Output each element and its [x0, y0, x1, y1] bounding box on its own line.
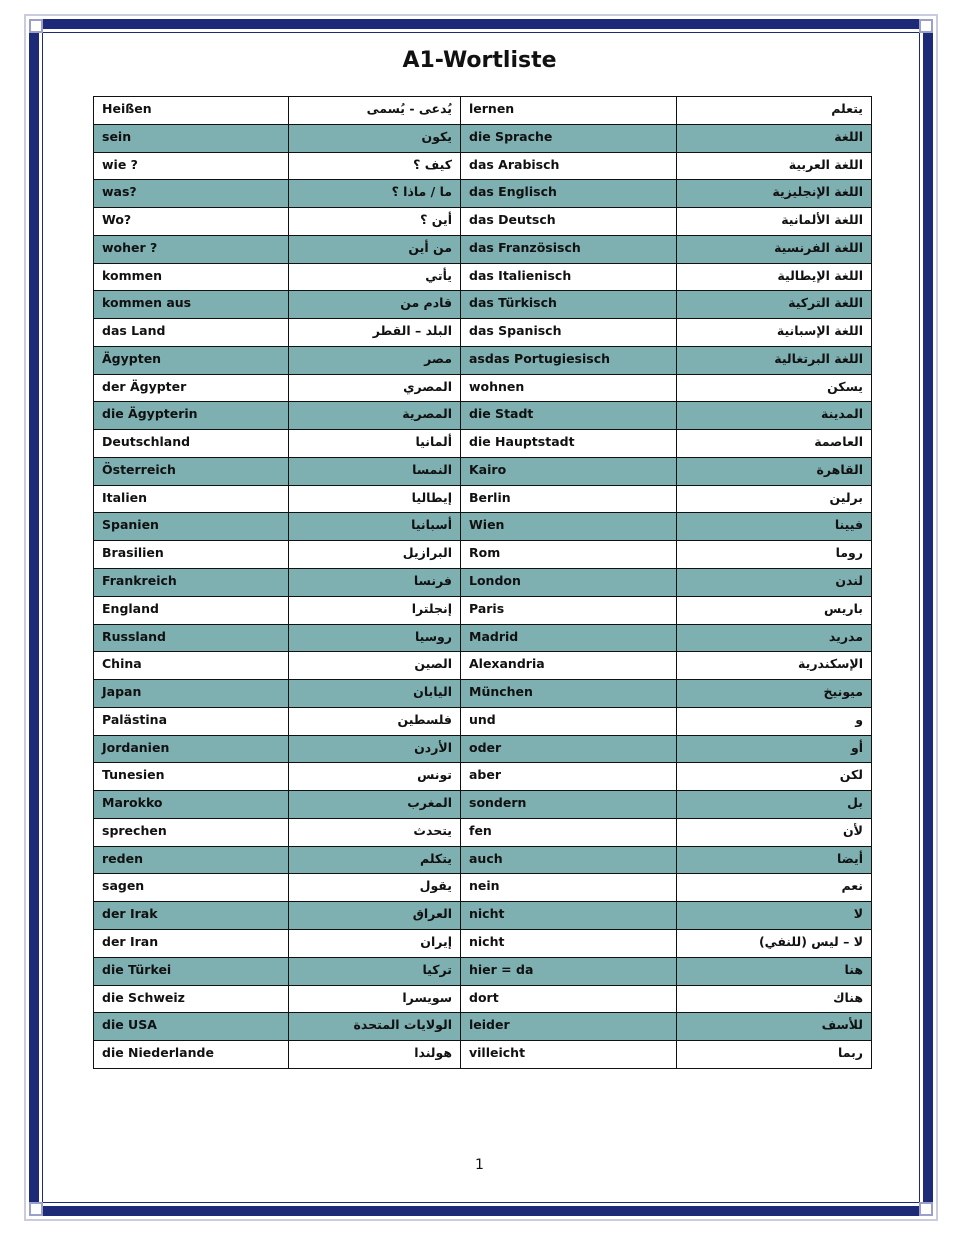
german-word-cell: sagen — [94, 874, 289, 902]
arabic-translation-cell: المصري — [289, 374, 461, 402]
german-word-cell: das Englisch — [461, 180, 677, 208]
german-word-cell: dort — [461, 985, 677, 1013]
german-word-cell: nicht — [461, 929, 677, 957]
arabic-translation-cell: سويسرا — [289, 985, 461, 1013]
arabic-translation-cell: أسبانيا — [289, 513, 461, 541]
word-list-table — [93, 96, 872, 1069]
german-word-cell: Japan — [94, 680, 289, 708]
german-word-cell: die USA — [94, 1013, 289, 1041]
table-row — [94, 596, 872, 624]
german-word-cell: nein — [461, 874, 677, 902]
word-list-body — [94, 97, 872, 1069]
arabic-translation-cell: أو — [677, 735, 872, 763]
german-word-cell: Wo? — [94, 208, 289, 236]
german-word-cell: München — [461, 680, 677, 708]
corner-ornament — [29, 1202, 43, 1216]
german-word-cell: die Sprache — [461, 124, 677, 152]
german-word-cell: die Hauptstadt — [461, 430, 677, 458]
table-row — [94, 346, 872, 374]
table-row — [94, 791, 872, 819]
german-word-cell: der Irak — [94, 902, 289, 930]
german-word-cell: Paris — [461, 596, 677, 624]
german-word-cell: sprechen — [94, 818, 289, 846]
arabic-translation-cell: اللغة الإنجليزية — [677, 180, 872, 208]
german-word-cell: hier = da — [461, 957, 677, 985]
arabic-translation-cell: لكن — [677, 763, 872, 791]
german-word-cell: das Italienisch — [461, 263, 677, 291]
arabic-translation-cell: الصين — [289, 652, 461, 680]
table-row — [94, 430, 872, 458]
german-word-cell: wie ? — [94, 152, 289, 180]
german-word-cell: nicht — [461, 902, 677, 930]
arabic-translation-cell: تونس — [289, 763, 461, 791]
german-word-cell: auch — [461, 846, 677, 874]
german-word-cell: Alexandria — [461, 652, 677, 680]
page-title: A1-Wortliste — [402, 48, 557, 73]
german-word-cell: Marokko — [94, 791, 289, 819]
table-row — [94, 929, 872, 957]
arabic-translation-cell: لا – ليس (للنفي) — [677, 929, 872, 957]
table-row — [94, 624, 872, 652]
german-word-cell: Madrid — [461, 624, 677, 652]
german-word-cell: Tunesien — [94, 763, 289, 791]
arabic-translation-cell: العراق — [289, 902, 461, 930]
table-row — [94, 291, 872, 319]
arabic-translation-cell: إنجلترا — [289, 596, 461, 624]
table-row — [94, 707, 872, 735]
table-row — [94, 569, 872, 597]
german-word-cell: wohnen — [461, 374, 677, 402]
german-word-cell: oder — [461, 735, 677, 763]
arabic-translation-cell: المدينة — [677, 402, 872, 430]
table-row — [94, 513, 872, 541]
german-word-cell: die Stadt — [461, 402, 677, 430]
arabic-translation-cell: الولايات المتحدة — [289, 1013, 461, 1041]
arabic-translation-cell: يُدعى - يُسمى — [289, 97, 461, 125]
german-word-cell: das Französisch — [461, 235, 677, 263]
german-word-cell: fen — [461, 818, 677, 846]
arabic-translation-cell: أيضا — [677, 846, 872, 874]
german-word-cell: Berlin — [461, 485, 677, 513]
arabic-translation-cell: بل — [677, 791, 872, 819]
arabic-translation-cell: و — [677, 707, 872, 735]
arabic-translation-cell: من أين — [289, 235, 461, 263]
table-row — [94, 124, 872, 152]
arabic-translation-cell: يكون — [289, 124, 461, 152]
german-word-cell: das Arabisch — [461, 152, 677, 180]
arabic-translation-cell: الإسكندرية — [677, 652, 872, 680]
table-row — [94, 680, 872, 708]
table-row — [94, 874, 872, 902]
german-word-cell: und — [461, 707, 677, 735]
arabic-translation-cell: ما / ماذا ؟ — [289, 180, 461, 208]
german-word-cell: die Niederlande — [94, 1041, 289, 1069]
german-word-cell: Österreich — [94, 457, 289, 485]
corner-ornament — [919, 19, 933, 33]
german-word-cell: kommen aus — [94, 291, 289, 319]
german-word-cell: reden — [94, 846, 289, 874]
arabic-translation-cell: ميونيخ — [677, 680, 872, 708]
arabic-translation-cell: البرازيل — [289, 541, 461, 569]
arabic-translation-cell: مصر — [289, 346, 461, 374]
arabic-translation-cell: روسيا — [289, 624, 461, 652]
table-row — [94, 652, 872, 680]
arabic-translation-cell: فلسطين — [289, 707, 461, 735]
german-word-cell: woher ? — [94, 235, 289, 263]
german-word-cell: Palästina — [94, 707, 289, 735]
german-word-cell: Heißen — [94, 97, 289, 125]
german-word-cell: villeicht — [461, 1041, 677, 1069]
arabic-translation-cell: اللغة العربية — [677, 152, 872, 180]
arabic-translation-cell: اللغة الإسبانية — [677, 319, 872, 347]
table-row — [94, 818, 872, 846]
german-word-cell: asdas Portugiesisch — [461, 346, 677, 374]
arabic-translation-cell: ربما — [677, 1041, 872, 1069]
arabic-translation-cell: البلد – القطر — [289, 319, 461, 347]
arabic-translation-cell: برلين — [677, 485, 872, 513]
arabic-translation-cell: روما — [677, 541, 872, 569]
table-row — [94, 319, 872, 347]
table-row — [94, 1013, 872, 1041]
arabic-translation-cell: العاصمة — [677, 430, 872, 458]
arabic-translation-cell: باريس — [677, 596, 872, 624]
table-row — [94, 263, 872, 291]
table-row — [94, 957, 872, 985]
arabic-translation-cell: ألمانيا — [289, 430, 461, 458]
arabic-translation-cell: اليابان — [289, 680, 461, 708]
arabic-translation-cell: يتعلم — [677, 97, 872, 125]
table-row — [94, 1041, 872, 1069]
arabic-translation-cell: مدريد — [677, 624, 872, 652]
german-word-cell: das Türkisch — [461, 291, 677, 319]
arabic-translation-cell: النمسا — [289, 457, 461, 485]
german-word-cell: England — [94, 596, 289, 624]
table-row — [94, 208, 872, 236]
table-row — [94, 485, 872, 513]
arabic-translation-cell: الأردن — [289, 735, 461, 763]
page-number: 1 — [475, 1157, 484, 1173]
table-row — [94, 97, 872, 125]
arabic-translation-cell: لا — [677, 902, 872, 930]
german-word-cell: das Land — [94, 319, 289, 347]
arabic-translation-cell: تركيا — [289, 957, 461, 985]
german-word-cell: Ägypten — [94, 346, 289, 374]
arabic-translation-cell: إيطاليا — [289, 485, 461, 513]
german-word-cell: Italien — [94, 485, 289, 513]
arabic-translation-cell: إيران — [289, 929, 461, 957]
german-word-cell: Brasilien — [94, 541, 289, 569]
german-word-cell: London — [461, 569, 677, 597]
german-word-cell: kommen — [94, 263, 289, 291]
german-word-cell: leider — [461, 1013, 677, 1041]
corner-ornament — [29, 19, 43, 33]
german-word-cell: was? — [94, 180, 289, 208]
arabic-translation-cell: فيينا — [677, 513, 872, 541]
german-word-cell: Russland — [94, 624, 289, 652]
table-row — [94, 763, 872, 791]
arabic-translation-cell: يسكن — [677, 374, 872, 402]
arabic-translation-cell: اللغة الإيطالية — [677, 263, 872, 291]
german-word-cell: Kairo — [461, 457, 677, 485]
german-word-cell: Wien — [461, 513, 677, 541]
german-word-cell: aber — [461, 763, 677, 791]
table-row — [94, 180, 872, 208]
arabic-translation-cell: نعم — [677, 874, 872, 902]
german-word-cell: sondern — [461, 791, 677, 819]
arabic-translation-cell: هولندا — [289, 1041, 461, 1069]
arabic-translation-cell: أين ؟ — [289, 208, 461, 236]
arabic-translation-cell: لندن — [677, 569, 872, 597]
german-word-cell: Frankreich — [94, 569, 289, 597]
arabic-translation-cell: يقول — [289, 874, 461, 902]
arabic-translation-cell: كيف ؟ — [289, 152, 461, 180]
german-word-cell: die Schweiz — [94, 985, 289, 1013]
german-word-cell: die Ägypterin — [94, 402, 289, 430]
arabic-translation-cell: اللغة البرتغالية — [677, 346, 872, 374]
german-word-cell: Deutschland — [94, 430, 289, 458]
german-word-cell: der Iran — [94, 929, 289, 957]
arabic-translation-cell: اللغة الألمانية — [677, 208, 872, 236]
table-row — [94, 152, 872, 180]
table-row — [94, 985, 872, 1013]
table-row — [94, 402, 872, 430]
arabic-translation-cell: المغرب — [289, 791, 461, 819]
german-word-cell: Spanien — [94, 513, 289, 541]
german-word-cell: Rom — [461, 541, 677, 569]
arabic-translation-cell: قادم من — [289, 291, 461, 319]
arabic-translation-cell: القاهرة — [677, 457, 872, 485]
german-word-cell: das Deutsch — [461, 208, 677, 236]
arabic-translation-cell: للأسف — [677, 1013, 872, 1041]
arabic-translation-cell: هنا — [677, 957, 872, 985]
table-row — [94, 902, 872, 930]
arabic-translation-cell: اللغة الفرنسية — [677, 235, 872, 263]
german-word-cell: China — [94, 652, 289, 680]
arabic-translation-cell: يتحدث — [289, 818, 461, 846]
table-row — [94, 374, 872, 402]
german-word-cell: das Spanisch — [461, 319, 677, 347]
arabic-translation-cell: فرنسا — [289, 569, 461, 597]
arabic-translation-cell: هناك — [677, 985, 872, 1013]
arabic-translation-cell: يأتي — [289, 263, 461, 291]
table-row — [94, 541, 872, 569]
arabic-translation-cell: اللغة التركية — [677, 291, 872, 319]
german-word-cell: Jordanien — [94, 735, 289, 763]
arabic-translation-cell: اللغة — [677, 124, 872, 152]
table-row — [94, 735, 872, 763]
german-word-cell: die Türkei — [94, 957, 289, 985]
table-row — [94, 235, 872, 263]
arabic-translation-cell: لأن — [677, 818, 872, 846]
table-row — [94, 846, 872, 874]
arabic-translation-cell: المصرية — [289, 402, 461, 430]
german-word-cell: der Ägypter — [94, 374, 289, 402]
corner-ornament — [919, 1202, 933, 1216]
german-word-cell: sein — [94, 124, 289, 152]
table-row — [94, 457, 872, 485]
german-word-cell: lernen — [461, 97, 677, 125]
arabic-translation-cell: يتكلم — [289, 846, 461, 874]
